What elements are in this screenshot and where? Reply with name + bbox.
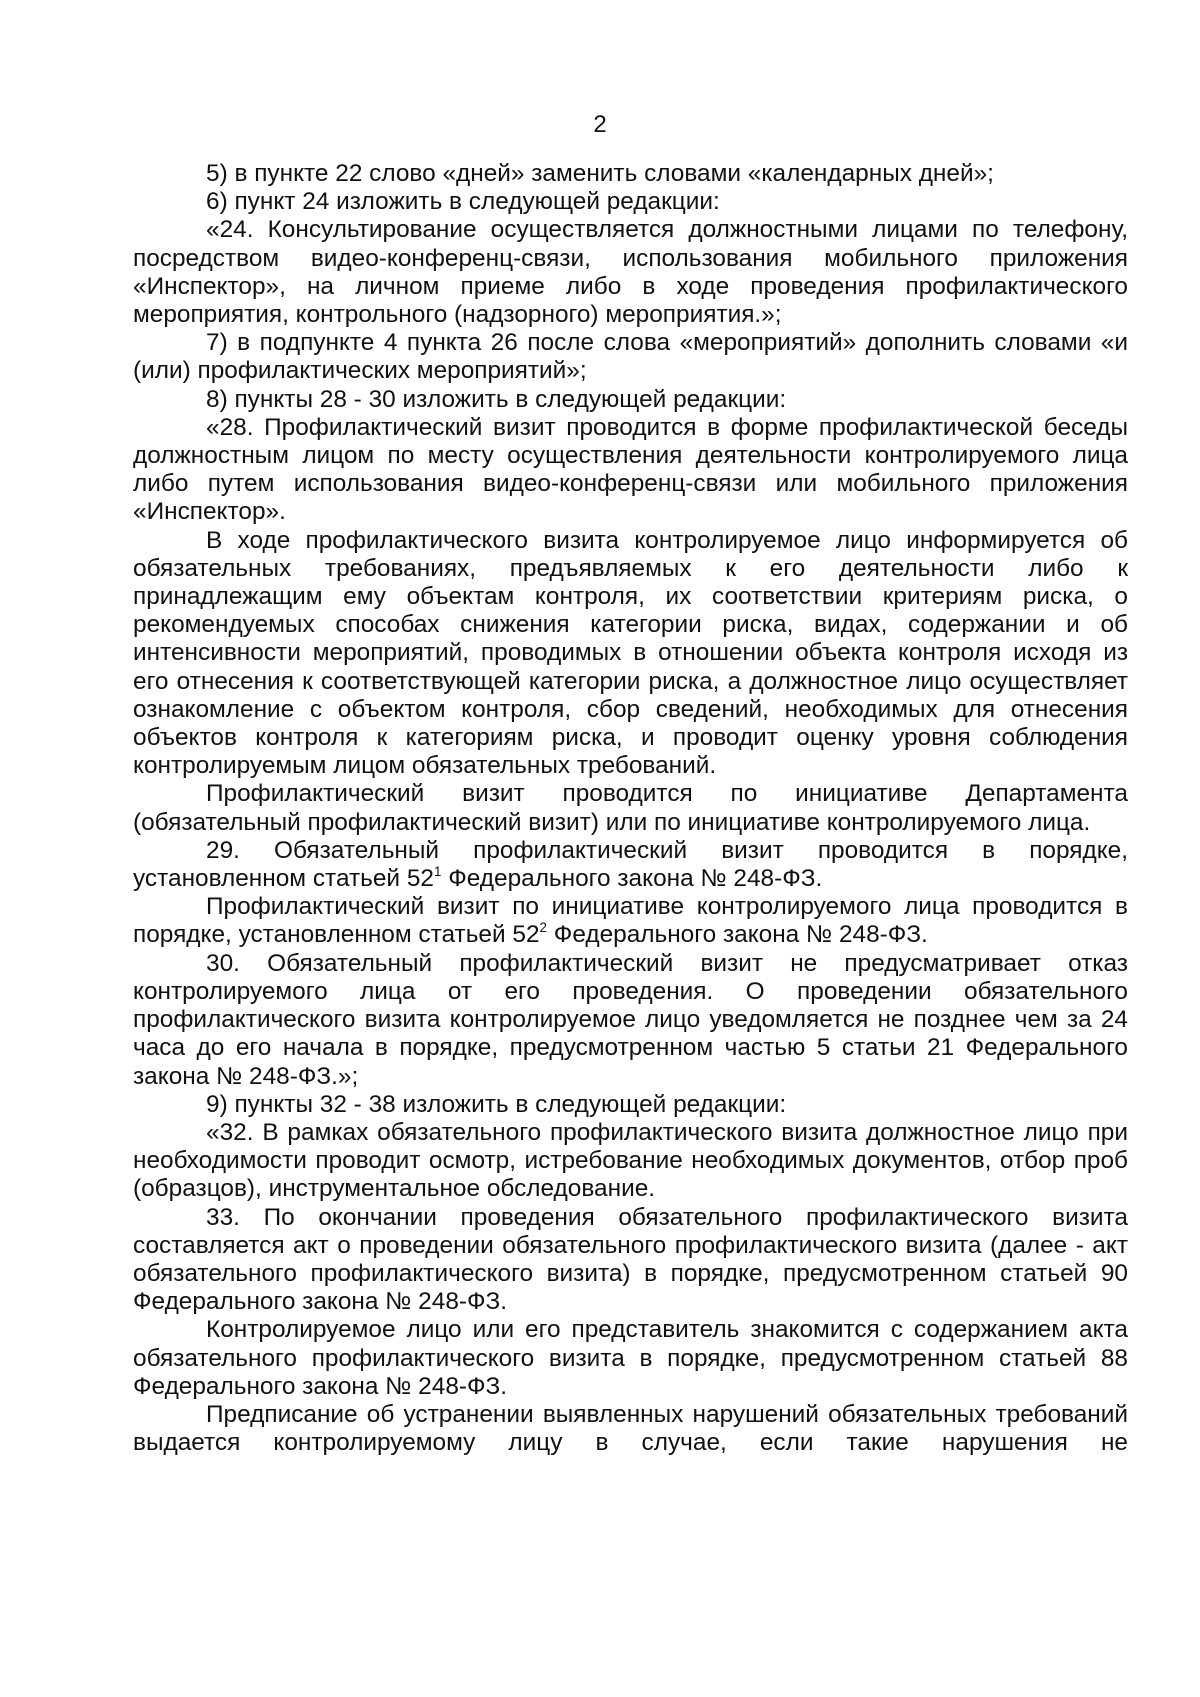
paragraph-item-28: «28. Профилактический визит проводится в форме профилактической беседы должностным лицом по месту осуществления деятельности контролируемого лица либо путем использования видео-конференц-связи или мобильного приложения «Инспектор». <box>133 413 1128 526</box>
paragraph-visit-info: В ходе профилактического визита контролируемое лицо информируется об обязательных требованиях, предъявляемых к его деятельности либо к принадлежащим ему объектам контроля, их соответствии критериям риска, о рекомендуемых способах снижения категории риска, видах, содержании и об интенсивности мероприятий, проводимых в отношении объекта контроля исходя из его отнесения к соответствующей категории риска, а должностное лицо осуществляет ознакомление с объектом контроля, сбор сведений, необходимых для отнесения объектов контроля к категориям риска, и проводит оценку уровня соблюдения контролируемым лицом обязательных требований. <box>133 526 1128 780</box>
initiative-visit-superscript: 2 <box>539 920 547 936</box>
document-body <box>133 160 1128 1457</box>
paragraph-item-29 <box>133 837 1128 893</box>
item-29-text-after: Федерального закона № 248-ФЗ. <box>441 865 823 893</box>
initiative-visit-text-before: Профилактический визит по инициативе контролируемого лица проводится в порядке, установленном статьей 52 <box>133 893 1128 949</box>
paragraph-initiative-visit <box>133 893 1128 949</box>
paragraph-act-review: Контролируемое лицо или его представитель знакомится с содержанием акта обязательного профилактического визита в порядке, предусмотренном статьей 88 Федерального закона № 248-ФЗ. <box>133 1316 1128 1400</box>
paragraph-item-30: 30. Обязательный профилактический визит не предусматривает отказ контролируемого лица от его проведения. О проведении обязательного профилактического визита контролируемое лицо уведомляется не позднее чем за 24 часа до его начала в порядке, предусмотренном частью 5 статьи 21 Федерального закона № 248-ФЗ.»; <box>133 949 1128 1090</box>
paragraph-amendment-6: 6) пункт 24 изложить в следующей редакции: <box>206 188 720 216</box>
item-29-superscript: 1 <box>433 864 442 880</box>
paragraph-amendment-7: 7) в подпункте 4 пункта 26 после слова «мероприятий» дополнить словами «и (или) профилактических мероприятий»; <box>133 329 1128 385</box>
paragraph-visit-initiative: Профилактический визит проводится по инициативе Департамента (обязательный профилактический визит) или по инициативе контролируемого лица. <box>133 780 1128 836</box>
paragraph-amendment-8: 8) пункты 28 - 30 изложить в следующей редакции: <box>206 385 787 413</box>
paragraph-item-24: «24. Консультирование осуществляется должностными лицами по телефону, посредством видео-конференц-связи, использования мобильного приложения «Инспектор», на личном приеме либо в ходе проведения профилактического мероприятия, контрольного (надзорного) мероприятия.»; <box>133 216 1128 329</box>
initiative-visit-text-after: Федерального закона № 248-ФЗ. <box>547 921 928 949</box>
paragraph-item-33: 33. По окончании проведения обязательного профилактического визита составляется акт о проведении обязательного профилактического визита (далее - акт обязательного профилактического визита) в порядке, предусмотренном статьей 90 Федерального закона № 248-ФЗ. <box>133 1203 1128 1316</box>
page-number: 2 <box>593 111 607 138</box>
paragraph-prescription: Предписание об устранении выявленных нарушений обязательных требований выдается контролируемому лицу в случае, если такие нарушения не <box>133 1400 1128 1457</box>
paragraph-amendment-5: 5) в пункте 22 слово «дней» заменить словами «календарных дней»; <box>206 160 994 187</box>
paragraph-item-32: «32. В рамках обязательного профилактического визита должностное лицо при необходимости проводит осмотр, истребование необходимых документов, отбор проб (образцов), инструментальное обследование. <box>133 1118 1128 1203</box>
paragraph-amendment-9: 9) пункты 32 - 38 изложить в следующей редакции: <box>206 1090 787 1118</box>
item-29-text-before: 29. Обязательный профилактический визит проводится в порядке, установленном статьей 52 <box>133 836 1128 893</box>
